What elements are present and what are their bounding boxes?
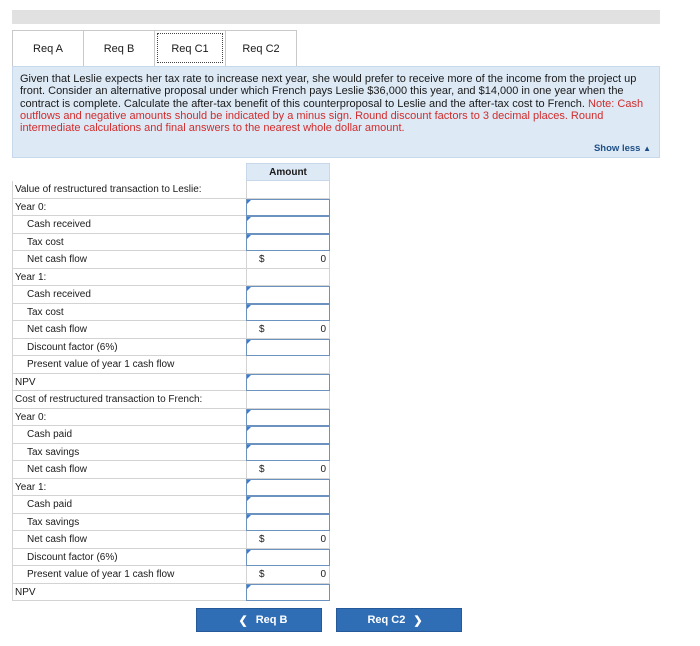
row-label: Net cash flow: [12, 251, 246, 269]
amount-input[interactable]: [246, 409, 330, 427]
amount-input[interactable]: [246, 216, 330, 234]
amount-input[interactable]: [246, 549, 330, 567]
table-row: [12, 269, 330, 287]
table-row: [12, 356, 330, 374]
computed-value: 0: [320, 254, 326, 265]
row-label: Net cash flow: [12, 531, 246, 549]
table-row: [12, 304, 330, 322]
tab-bar: [12, 30, 296, 66]
row-label: Value of restructured transaction to Leslie:: [12, 181, 246, 199]
table-row: [12, 531, 330, 549]
table-row: [12, 199, 330, 217]
top-bar: [12, 10, 660, 24]
row-label: Year 0:: [12, 199, 246, 217]
table-row: [12, 339, 330, 357]
row-label: NPV: [12, 374, 246, 392]
table-row: [12, 496, 330, 514]
amount-blank-cell: [246, 356, 330, 374]
amount-computed-cell: [246, 461, 330, 479]
row-label: Cash paid: [12, 426, 246, 444]
row-label: Year 1:: [12, 269, 246, 287]
table-row: [12, 251, 330, 269]
row-label: Discount factor (6%): [12, 339, 246, 357]
table-row: [12, 461, 330, 479]
amount-input[interactable]: [246, 479, 330, 497]
dollar-sign: $: [259, 254, 265, 265]
amount-input[interactable]: [246, 286, 330, 304]
row-label: Year 0:: [12, 409, 246, 427]
amount-input[interactable]: [246, 584, 330, 602]
row-label: Cash paid: [12, 496, 246, 514]
dollar-sign: $: [259, 464, 265, 475]
amount-column-header: Amount: [246, 163, 330, 181]
table-row: [12, 234, 330, 252]
row-label: Discount factor (6%): [12, 549, 246, 567]
amount-computed-cell: [246, 321, 330, 339]
amount-input[interactable]: [246, 514, 330, 532]
instructions-text: Given that Leslie expects her tax rate to increase next year, she would prefer to receive more of the income from the project up front. Consider an alternative proposal under which French pays Leslie $36,000 this year, and $14,000 in one year when the contract is complete. Calculate the after-tax benefit of this counterproposal to Leslie and the after-tax cost to French.: [20, 73, 637, 110]
table-row: [12, 514, 330, 532]
computed-value: 0: [320, 569, 326, 580]
table-row: [12, 584, 330, 602]
table-row: [12, 216, 330, 234]
chevron-right-icon: ❯: [413, 614, 423, 627]
computed-value: 0: [320, 534, 326, 545]
table-row: [12, 321, 330, 339]
amount-computed-cell: [246, 566, 330, 584]
show-less-label: Show less: [593, 143, 641, 154]
chevron-left-icon: ❮: [238, 614, 248, 627]
amount-blank-cell: [246, 269, 330, 287]
amount-blank-cell: [246, 181, 330, 199]
amount-input[interactable]: [246, 374, 330, 392]
table-row: [12, 374, 330, 392]
instructions-panel: [12, 66, 660, 158]
row-label: Tax savings: [12, 444, 246, 462]
amount-input[interactable]: [246, 496, 330, 514]
amount-input[interactable]: [246, 444, 330, 462]
row-label: Net cash flow: [12, 461, 246, 479]
computed-value: 0: [320, 464, 326, 475]
prev-req-b-button[interactable]: [196, 608, 322, 632]
table-row: [12, 409, 330, 427]
instructions-note: Note: Cash outflows and negative amounts should be indicated by a minus sign. Round discount factors to 3 decimal places. Round intermediate calculations and final answers to the nearest whole dollar amount.: [20, 97, 644, 135]
computed-value: 0: [320, 324, 326, 335]
next-button-label: Req C2: [367, 614, 406, 626]
tab-req-c2[interactable]: Req C2: [225, 30, 297, 66]
dollar-sign: $: [259, 324, 265, 335]
tab-req-b[interactable]: Req B: [83, 30, 155, 66]
amount-input[interactable]: [246, 339, 330, 357]
up-triangle-icon: ▲: [643, 144, 651, 153]
row-label: NPV: [12, 584, 246, 602]
amount-input[interactable]: [246, 234, 330, 252]
table-row: [12, 444, 330, 462]
prev-button-label: Req B: [255, 614, 288, 626]
amount-input[interactable]: [246, 199, 330, 217]
tab-req-a[interactable]: Req A: [12, 30, 84, 66]
row-label: Tax savings: [12, 514, 246, 532]
amount-computed-cell: [246, 531, 330, 549]
amount-input[interactable]: [246, 426, 330, 444]
next-req-c2-button[interactable]: [336, 608, 462, 632]
row-label: Year 1:: [12, 479, 246, 497]
tab-req-c1[interactable]: Req C1: [154, 30, 226, 66]
table-row: [12, 181, 330, 199]
table-row: [12, 566, 330, 584]
amount-computed-cell: [246, 251, 330, 269]
row-label: Cost of restructured transaction to French:: [12, 391, 246, 409]
row-label: Cash received: [12, 216, 246, 234]
table-row: [12, 549, 330, 567]
amount-input[interactable]: [246, 304, 330, 322]
row-label: Present value of year 1 cash flow: [12, 566, 246, 584]
row-label: Tax cost: [12, 304, 246, 322]
table-row: [12, 479, 330, 497]
row-label: Present value of year 1 cash flow: [12, 356, 246, 374]
dollar-sign: $: [259, 534, 265, 545]
row-label: Net cash flow: [12, 321, 246, 339]
row-label: Tax cost: [12, 234, 246, 252]
table-row: [12, 391, 330, 409]
table-row: [12, 426, 330, 444]
table-row: [12, 286, 330, 304]
amount-blank-cell: [246, 391, 330, 409]
dollar-sign: $: [259, 569, 265, 580]
show-less-link[interactable]: [594, 143, 651, 155]
row-label: Cash received: [12, 286, 246, 304]
